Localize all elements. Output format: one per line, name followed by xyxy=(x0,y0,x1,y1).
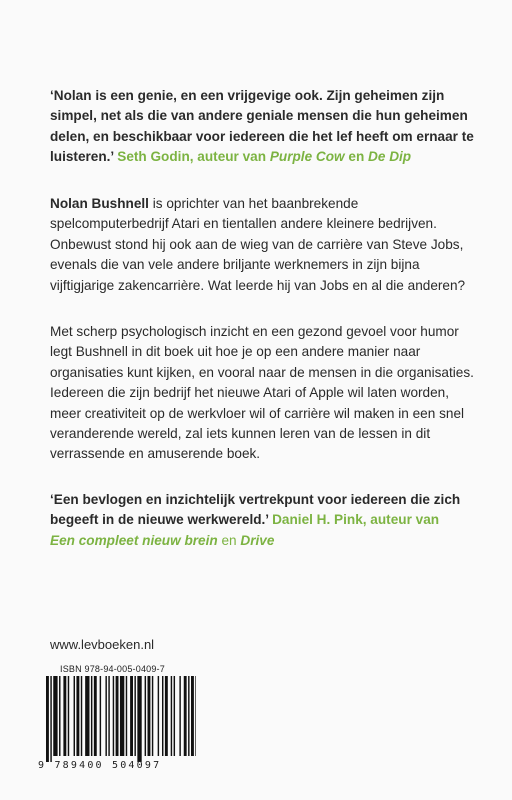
barcode-bar xyxy=(148,676,151,756)
barcode-bar xyxy=(195,676,196,756)
barcode-bar xyxy=(46,676,49,762)
barcode-bar xyxy=(53,676,57,756)
barcode-bar xyxy=(74,676,75,756)
endorsement-quote-godin xyxy=(50,86,475,168)
barcode-bar xyxy=(126,676,127,756)
barcode-bar xyxy=(162,676,163,756)
barcode-bar xyxy=(137,676,141,762)
barcode-digits: 9 789400 504097 xyxy=(38,760,162,771)
barcode-bar xyxy=(191,676,194,756)
barcode-bar xyxy=(100,676,101,756)
barcode-bar xyxy=(81,676,82,756)
barcode-bar xyxy=(171,676,172,756)
barcode-bars xyxy=(46,676,196,762)
barcode-bar xyxy=(158,676,159,756)
quote-text: ‘Een bevlogen en inzichtelijk vertrekpunt voor iedereen die zich begeeft in de nieuwe werkwereld.’ xyxy=(50,492,461,528)
book-description xyxy=(50,322,475,465)
author-bio xyxy=(50,194,475,296)
author-name: Nolan Bushnell xyxy=(50,196,149,211)
barcode-bar xyxy=(179,676,180,756)
barcode-bar xyxy=(188,676,189,756)
quote-attribution: Daniel H. Pink, auteur van xyxy=(272,512,440,528)
book-title-de-dip: De Dip xyxy=(368,149,412,165)
endorsement-quote-pink xyxy=(50,490,475,551)
barcode-bar xyxy=(63,676,66,756)
book-title-compleet-nieuw-brein: Een compleet nieuw brein xyxy=(50,532,218,548)
barcode-bar xyxy=(94,676,97,756)
bio-text: is oprichter van het baanbrekende spelcomputerbedrijf Atari en tientallen andere kleinere bedrijven. Onbewust stond hij ook aan de wieg van de carrière van Steve Jobs, evenals die van vele andere briljante werknemers in zijn bijna vijftigjarige zakencarrière. Wat leerde hij van Jobs en al die anderen? xyxy=(50,196,466,293)
barcode-bar xyxy=(76,676,79,756)
barcode-bar xyxy=(174,676,175,756)
barcode-bar xyxy=(50,676,51,762)
barcode-bar xyxy=(91,676,92,756)
quote-text: ‘Nolan is een genie, en een vrijgevige ook. Zijn geheimen zijn simpel, net als die van andere geniale mensen die hun geheimen delen, en beschikbaar voor iedereen die het lef heeft om ernaar te luisteren.’ xyxy=(50,88,474,165)
barcode-bar xyxy=(113,676,114,756)
book-title-purple-cow: Purple Cow xyxy=(269,149,345,165)
barcode-bar xyxy=(165,676,168,756)
book-title-drive: Drive xyxy=(240,532,275,548)
isbn-label: ISBN 978-94-005-0409-7 xyxy=(60,664,165,674)
quote-attribution: Seth Godin, auteur van xyxy=(117,149,267,165)
title-joiner: en xyxy=(221,532,237,548)
barcode-bar xyxy=(108,676,109,756)
barcode-bar xyxy=(85,676,89,756)
barcode-bar xyxy=(130,676,133,756)
barcode-bar xyxy=(184,676,187,756)
description-text: Met scherp psychologisch inzicht en een gezond gevoel voor humor legt Bushnell in dit boek uit hoe je op een andere manier naar organisaties kunt kijken, en vooral naar de mensen in die organisaties. Iedereen die zijn bedrijf het nieuwe Atari of Apple wil laten worden, meer creativiteit op de werkvloer wil of carrière wil maken in een snel veranderende wereld, zal iets kunnen leren van de lessen in dit verrassende en amuserende boek. xyxy=(50,324,474,462)
barcode-bar xyxy=(134,676,135,756)
isbn-barcode xyxy=(36,664,202,776)
title-joiner: en xyxy=(348,149,365,165)
barcode-bar xyxy=(105,676,106,756)
publisher-url: www.levboeken.nl xyxy=(50,637,155,652)
barcode-bar xyxy=(120,676,124,756)
barcode-bar xyxy=(152,676,153,756)
barcode-bar xyxy=(59,676,60,756)
barcode-bar xyxy=(68,676,69,756)
barcode-bar xyxy=(145,676,146,756)
barcode-bar xyxy=(116,676,119,756)
